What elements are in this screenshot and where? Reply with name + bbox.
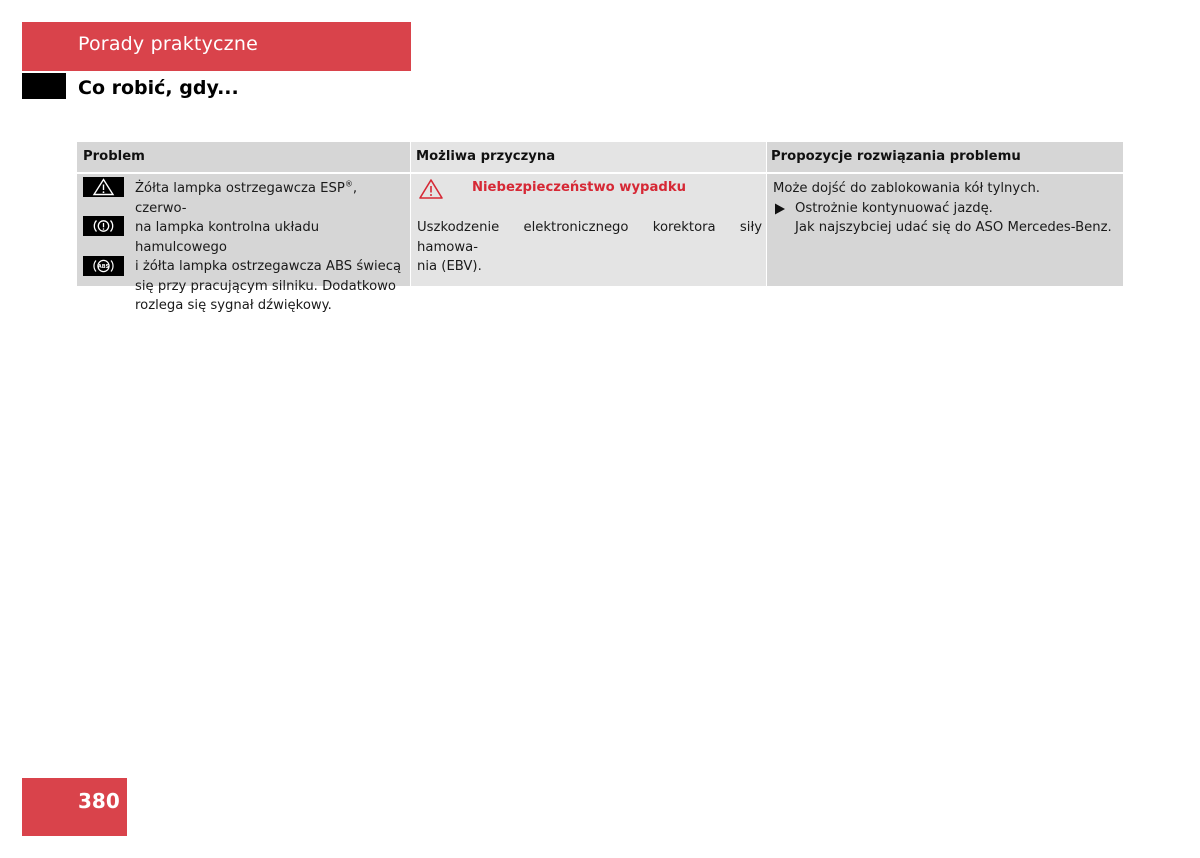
arrow-right-bullet-icon [774, 203, 786, 219]
brake-lamp-icon [83, 216, 124, 236]
cause-line: Uszkodzenie elektronicznego korektora siły hamowa- [417, 220, 762, 255]
problem-line: i żółta lampka ostrzegawcza ABS świecą [135, 259, 402, 274]
problem-line: , czerwo- [135, 181, 358, 216]
cause-line: nia (EBV). [417, 259, 482, 274]
solution-step: Ostrożnie kontynuować jazdę. [795, 201, 993, 216]
problem-line: się przy pracującym silniku. Dodatkowo [135, 278, 396, 294]
solution-intro: Może dojść do zablokowania kół tylnych. [773, 181, 1041, 196]
cause-description [417, 218, 762, 277]
svg-text:ABS: ABS [97, 264, 110, 270]
problem-line: Żółta lampka ostrzegawcza ESP [135, 181, 345, 196]
warning-triangle-lamp-icon [83, 177, 124, 197]
problem-line: rozlega się sygnał dźwiękowy. [135, 298, 332, 313]
page-number: 380 [78, 789, 120, 813]
warning-triangle-icon [418, 178, 444, 204]
warning-title: Niebezpieczeństwo wypadku [472, 180, 686, 195]
header-cause: Możliwa przyczyna [416, 149, 556, 164]
abs-lamp-icon [83, 256, 124, 276]
subsection-title: Co robić, gdy... [78, 77, 239, 99]
header-problem: Problem [83, 149, 145, 164]
registered-mark: ® [344, 179, 353, 189]
problem-description [135, 179, 405, 316]
subsection-marker [22, 73, 66, 99]
header-solution: Propozycje rozwiązania problemu [771, 149, 1021, 164]
solution-step: Jak najszybciej udać się do ASO Mercedes-Benz. [795, 220, 1112, 235]
header-divider [77, 172, 1123, 174]
section-title: Porady praktyczne [78, 33, 258, 55]
troubleshooting-table [77, 142, 1123, 313]
problem-line: na lampka kontrolna układu hamulcowego [135, 220, 320, 255]
